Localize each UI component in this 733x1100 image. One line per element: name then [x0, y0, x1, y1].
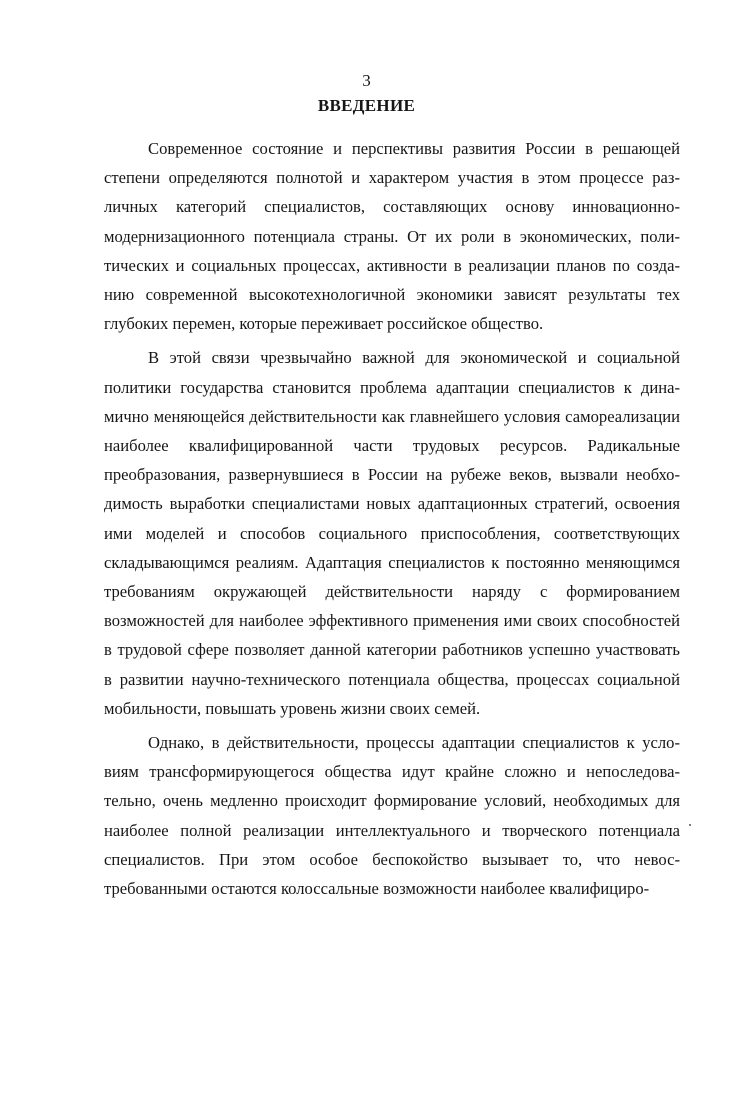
page-number: 3 [362, 71, 371, 90]
scan-speck [689, 824, 691, 826]
paragraph-2: В этой связи чрезвычайно важной для экономической и социальной политики государства становится проблема адаптации специалистов к динамично меняющейся действительности как главнейшего условия самореализации наиболее квалифицированной части трудовых ресурсов. Радикальные преобразования, развернувшиеся в России на рубеже веков, вызвали необходимость выработки специалистами новых адаптационных стратегий, освоения ими моделей и способов социального приспособления, соответствующих складывающимся реалиям. Адаптация специалистов к постоянно меняющимся требованиям окружающей действительности наряду с формированием возможностей для наиболее эффективного применения ими своих способностей в трудовой сфере позволяет данной категории работников успешно участвовать в развитии научно-технического потенциала общества, процессах социальной мобильности, повышать уровень жизни своих семей. [104, 348, 680, 718]
section-heading: ВВЕДЕНИЕ [317, 96, 416, 115]
paragraph-1: Современное состояние и перспективы развития России в решающей степени определяются полнотой и характером участия в этом процессе различных категорий специалистов, составляющих основу инновационно-модернизационного потенциала страны. От их роли в экономических, политических и социальных процессах, активности в реализации планов по созданию современной высокотехнологичной экономики зависят результаты тех глубоких перемен, которые переживает российское общество. [104, 139, 680, 334]
body-text [104, 134, 680, 903]
paragraph-3: Однако, в действительности, процессы адаптации специалистов к условиям трансформирующегося общества идут крайне сложно и непоследовательно, очень медленно происходит формирование условий, необходимых для наиболее полной реализации интеллектуального и творческого потенциала специалистов. При этом особое беспокойство вызывает то, что невостребованными остаются колоссальные возможности наиболее квалифициро- [104, 733, 680, 899]
